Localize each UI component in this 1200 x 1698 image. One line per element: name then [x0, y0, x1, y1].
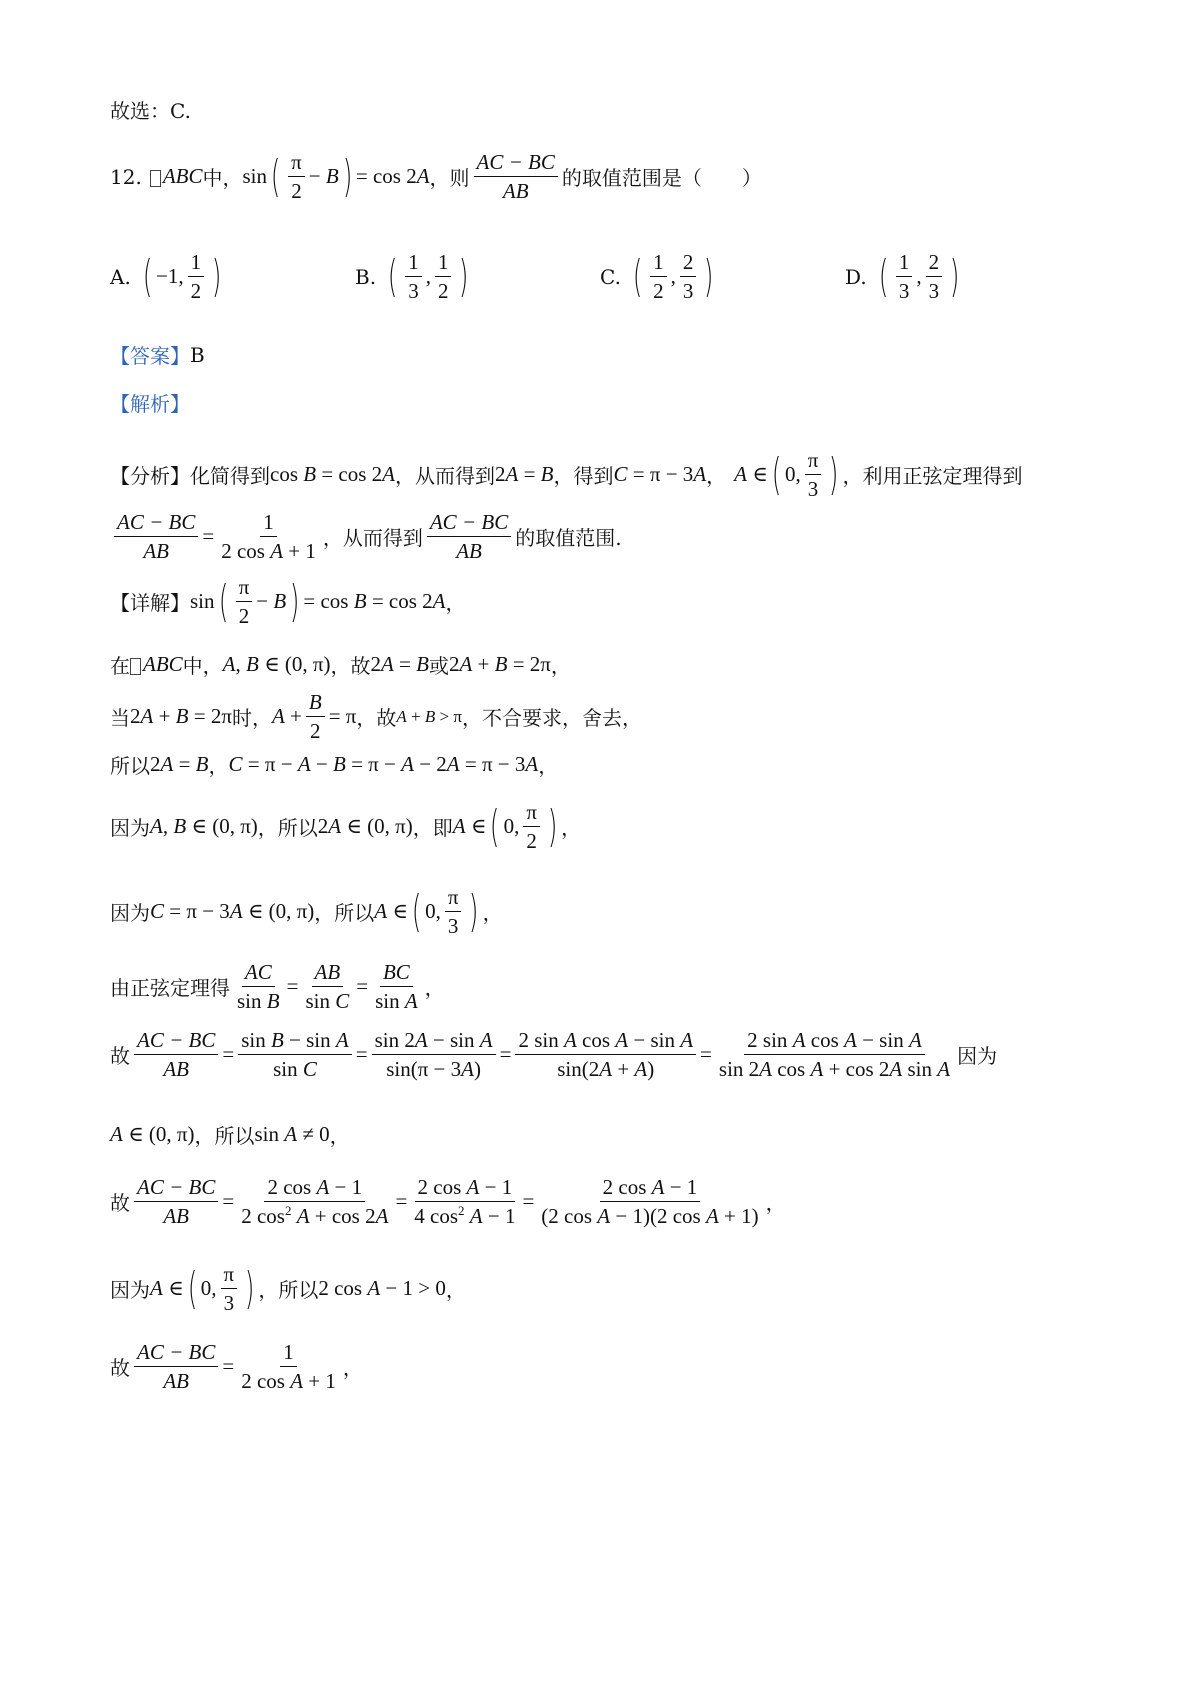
jiexi-tag: 【解析】 [110, 392, 190, 416]
option-b: B. ( $\frac{1}{3}$ , $\frac{1}{2}$ ) [355, 250, 469, 304]
detail-line-10: 故 $\frac{AC - BC}{AB}$ = $\frac{\text{2 cos A − 1}}{2 \cos^2 A + \cos 2A}$ = $\frac{\text{2 cos A − 1}}{4 \cos^2 A - 1}$ = $\frac{\text{2 cos A − 1}}{\text{(2 cos A − 1)(2 cos A + 1)}}$ ， [110, 1175, 786, 1229]
analysis-line-2: $\frac{AC - BC}{AB}$ = $\frac{1}{\text{2 cos A + 1}}$ ，从而得到 $\frac{AC - BC}{AB}$ 的取值范围. [110, 510, 622, 563]
answer-tag: 【答案】 [110, 344, 190, 368]
answer-line [110, 340, 205, 369]
detail-line-3: 当 2A + B = 2π 时， A + $\frac{B}{2}$ = π ，故 A + B > π ，不合要求，舍去， [110, 690, 642, 744]
triangle-symbol-icon [130, 658, 141, 675]
previous-answer-line [110, 95, 191, 124]
option-a: A. ( −1, $\frac{1}{2}$ ) [110, 250, 222, 304]
analysis-line-1: 【分析】 化简得到 cos B = cos 2A ，从而得到 2A = B ，得到 C = π − 3A ， A ∈ ( 0, $\frac{\pi}{3}$ ) ，利用正弦定理得到 [110, 448, 1023, 502]
option-d: D. ( $\frac{1}{3}$ , $\frac{2}{3}$ ) [845, 250, 960, 304]
jiexi-line [110, 388, 190, 417]
detail-line-5: 因为 A, B ∈ (0, π) ，所以 2A ∈ (0, π) ，即 A ∈ ( 0, $\frac{\pi}{2}$ ) ， [110, 800, 582, 854]
triangle-symbol-icon [150, 170, 161, 187]
target-fraction: $\frac{AC - BC}{AB}$ [470, 150, 562, 203]
detail-line-11: 因为 A ∈ ( 0, $\frac{\pi}{3}$ ) ，所以 2 cos A − 1 > 0 ， [110, 1262, 466, 1316]
detail-line-8: 故 $\frac{AC - BC}{AB}$ = $\frac{\text{sin B − sin A}}{\text{sin C}}$ = $\frac{\text{sin 2A − sin A}}{\sin(\pi - 3A)}$ = $\frac{\text{2 sin A cos A − sin A}}{\sin(2A + A)}$ = $\frac{\text{2 sin A cos A − sin A}}{\text{sin 2A cos A + cos 2A sin A}}$ 因为 [110, 1028, 998, 1082]
detail-line-9: A ∈ (0, π) ，所以 sin A ≠ 0 ， [110, 1122, 350, 1148]
detail-line-2: 在 ABC 中， A, B ∈ (0, π) ，故 2A = B 或 2A + B = 2π ， [110, 652, 571, 678]
detail-line-1: 【详解】 sin ( $\frac{\pi}{2}$ − B ) = cos B = cos 2 A ， [110, 575, 466, 629]
question-stem: 12. ABC 中， sin ( $\frac{\pi}{2}$ − B ) = cos 2 A ， 则 $\frac{AC - BC}{AB}$ 的取值范围是（ ） [110, 150, 762, 204]
question-number: 12. [110, 164, 142, 189]
detail-line-6: 因为 C = π − 3A ∈ (0, π) ，所以 A ∈ ( 0, $\frac{\pi}{3}$ ) ， [110, 885, 503, 939]
option-c: C. ( $\frac{1}{2}$ , $\frac{2}{3}$ ) [600, 250, 714, 304]
detail-line-12: 故 $\frac{AC - BC}{AB}$ = $\frac{1}{\text{2 cos A + 1}}$ ， [110, 1340, 363, 1394]
detail-line-7: 由正弦定理得 $\frac{AC}{\text{sin B}}$ = $\frac{AB}{\text{sin C}}$ = $\frac{BC}{\text{sin A}}$ ， [110, 960, 445, 1014]
condition-expression: sin ( $\frac{\pi}{2}$ − B ) = cos 2 A [242, 150, 430, 204]
answer-value: B [190, 342, 205, 367]
detail-line-4: 所以 2A = B ， C = π − A − B = π − A − 2A = π − 3A ， [110, 752, 559, 778]
triangle-abc: ABC [150, 164, 203, 189]
previous-answer-text: 故选：C. [110, 99, 191, 123]
